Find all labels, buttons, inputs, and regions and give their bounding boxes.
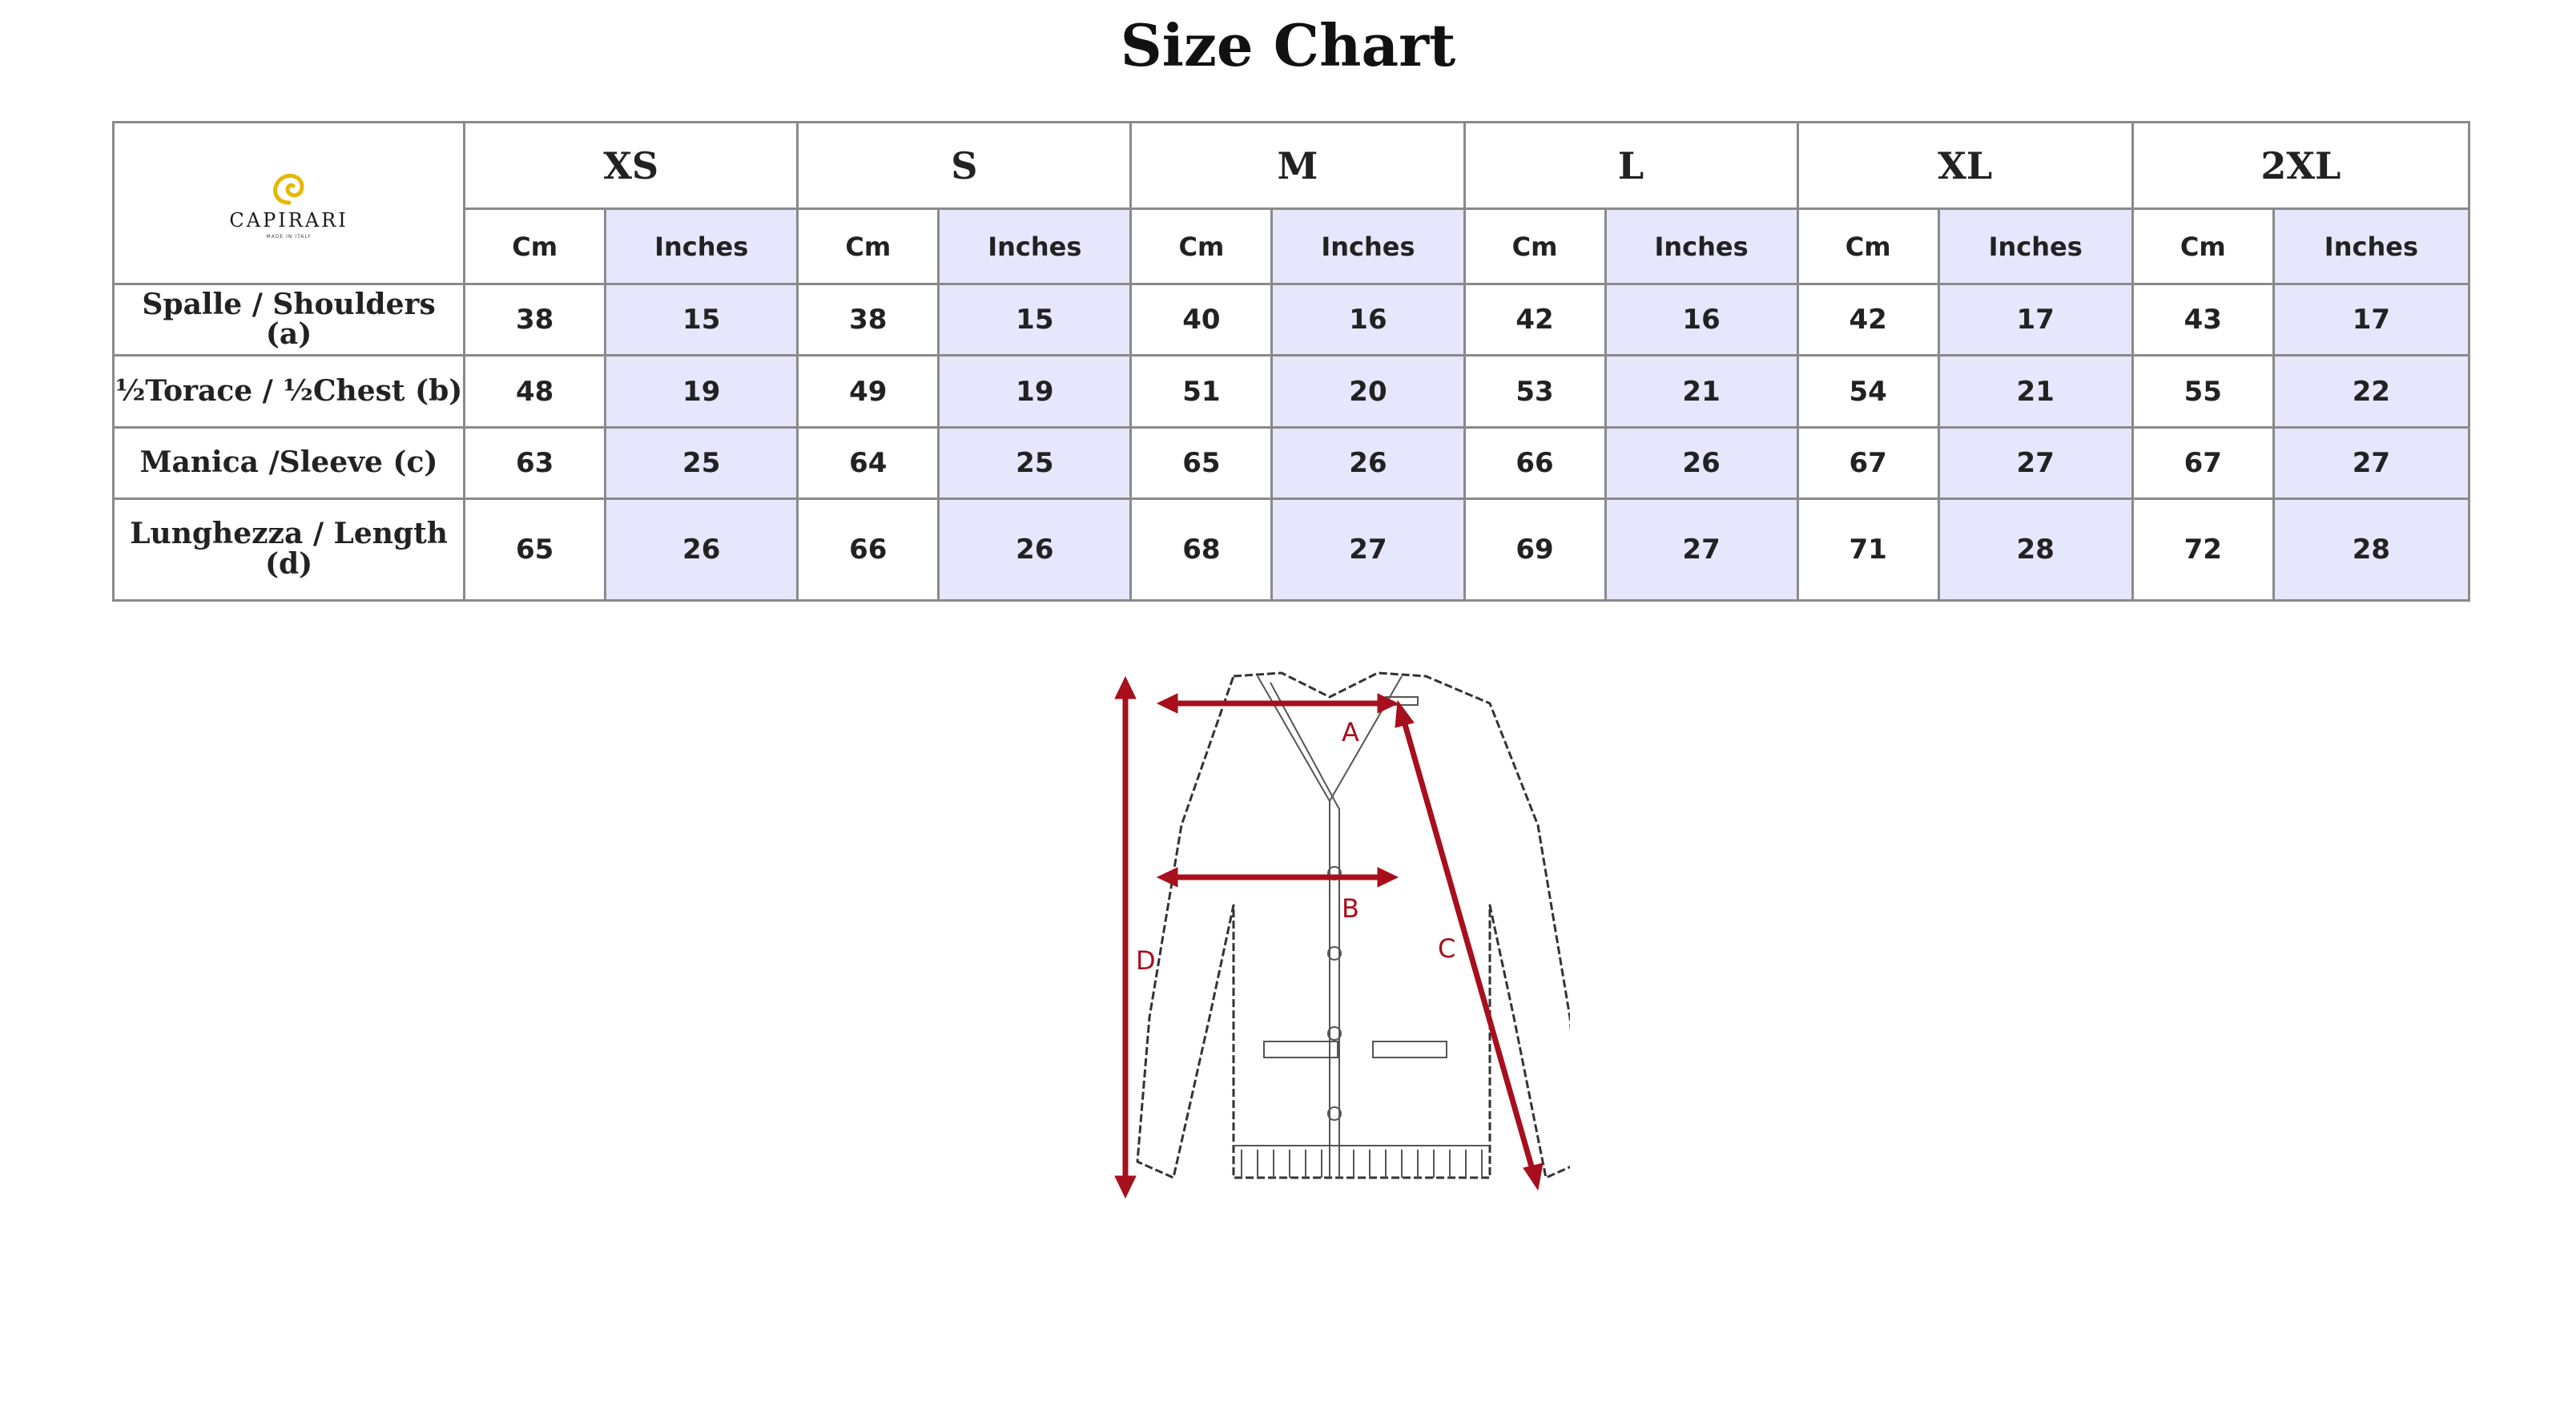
cardigan-measurement-diagram bbox=[993, 665, 1570, 1226]
cardigan-illustration bbox=[993, 665, 1570, 1226]
inches-value: 25 bbox=[606, 427, 798, 498]
cm-value: 53 bbox=[1464, 356, 1605, 427]
cm-value: 48 bbox=[465, 356, 606, 427]
cm-value: 68 bbox=[1131, 498, 1272, 600]
unit-cm-header: Cm bbox=[1464, 209, 1605, 284]
row-label: Spalle / Shoulders (a) bbox=[114, 284, 465, 356]
cardigan-pocket-left bbox=[1264, 1041, 1338, 1058]
arrow-shoulders-a-head-left bbox=[1157, 694, 1177, 713]
table-row bbox=[114, 498, 2469, 600]
size-header-s: S bbox=[798, 123, 1131, 209]
inches-value: 27 bbox=[1938, 427, 2132, 498]
unit-inches-header: Inches bbox=[2273, 209, 2469, 284]
inches-value: 28 bbox=[1938, 498, 2132, 600]
row-label: Lunghezza / Length (d) bbox=[114, 498, 465, 600]
cm-value: 55 bbox=[2132, 356, 2273, 427]
inches-value: 21 bbox=[1938, 356, 2132, 427]
unit-cm-header: Cm bbox=[798, 209, 939, 284]
cardigan-hem bbox=[1234, 1146, 1490, 1178]
row-label: Manica /Sleeve (c) bbox=[114, 427, 465, 498]
brand-tagline: MADE IN ITALY bbox=[266, 233, 312, 240]
label-d: D bbox=[1136, 945, 1156, 976]
cm-value: 38 bbox=[465, 284, 606, 356]
unit-inches-header: Inches bbox=[1938, 209, 2132, 284]
arrow-chest-b-head-left bbox=[1157, 868, 1177, 887]
cm-value: 67 bbox=[2132, 427, 2273, 498]
cm-value: 63 bbox=[465, 427, 606, 498]
inches-value: 27 bbox=[1605, 498, 1797, 600]
row-label: ½Torace / ½Chest (b) bbox=[114, 356, 465, 427]
inches-value: 15 bbox=[606, 284, 798, 356]
size-chart-table bbox=[112, 121, 2470, 602]
inches-value: 25 bbox=[939, 427, 1131, 498]
arrow-sleeve-c bbox=[1402, 713, 1535, 1178]
inches-value: 19 bbox=[606, 356, 798, 427]
size-header-row bbox=[114, 123, 2469, 209]
inches-value: 16 bbox=[1605, 284, 1797, 356]
cm-value: 71 bbox=[1797, 498, 1938, 600]
cm-value: 66 bbox=[798, 498, 939, 600]
unit-inches-header: Inches bbox=[1272, 209, 1464, 284]
unit-header-row bbox=[114, 209, 2469, 284]
inches-value: 27 bbox=[1272, 498, 1464, 600]
cm-value: 42 bbox=[1797, 284, 1938, 356]
unit-cm-header: Cm bbox=[1797, 209, 1938, 284]
label-c: C bbox=[1438, 933, 1456, 964]
inches-value: 15 bbox=[939, 284, 1131, 356]
label-b: B bbox=[1342, 893, 1359, 924]
unit-cm-header: Cm bbox=[1131, 209, 1272, 284]
inches-value: 21 bbox=[1605, 356, 1797, 427]
size-header-l: L bbox=[1464, 123, 1797, 209]
cm-value: 42 bbox=[1464, 284, 1605, 356]
table-row bbox=[114, 427, 2469, 498]
inches-value: 19 bbox=[939, 356, 1131, 427]
cm-value: 43 bbox=[2132, 284, 2273, 356]
cm-value: 67 bbox=[1797, 427, 1938, 498]
inches-value: 27 bbox=[2273, 427, 2469, 498]
cm-value: 66 bbox=[1464, 427, 1605, 498]
cm-value: 51 bbox=[1131, 356, 1272, 427]
inches-value: 26 bbox=[1272, 427, 1464, 498]
size-header-xs: XS bbox=[465, 123, 798, 209]
brand-logo-cell bbox=[114, 123, 465, 284]
page-title: Size Chart bbox=[1120, 11, 1456, 79]
cm-value: 54 bbox=[1797, 356, 1938, 427]
cardigan-placket bbox=[1258, 676, 1402, 1178]
cm-value: 65 bbox=[1131, 427, 1272, 498]
cm-value: 49 bbox=[798, 356, 939, 427]
arrow-length-d-head-bottom bbox=[1115, 1176, 1136, 1198]
unit-inches-header: Inches bbox=[939, 209, 1131, 284]
cm-value: 65 bbox=[465, 498, 606, 600]
size-header-m: M bbox=[1131, 123, 1464, 209]
unit-cm-header: Cm bbox=[2132, 209, 2273, 284]
cardigan-pocket-right bbox=[1373, 1041, 1447, 1058]
inches-value: 26 bbox=[1605, 427, 1797, 498]
table-row bbox=[114, 284, 2469, 356]
inches-value: 26 bbox=[939, 498, 1131, 600]
cm-value: 64 bbox=[798, 427, 939, 498]
arrow-chest-b-head-right bbox=[1378, 868, 1398, 887]
cm-value: 69 bbox=[1464, 498, 1605, 600]
inches-value: 16 bbox=[1272, 284, 1464, 356]
arrow-length-d-head-top bbox=[1115, 677, 1136, 699]
label-a: A bbox=[1342, 717, 1359, 747]
unit-cm-header: Cm bbox=[465, 209, 606, 284]
brand-logo bbox=[115, 167, 463, 240]
table-row bbox=[114, 356, 2469, 427]
unit-inches-header: Inches bbox=[606, 209, 798, 284]
brand-swirl-icon bbox=[267, 167, 312, 207]
inches-value: 17 bbox=[1938, 284, 2132, 356]
inches-value: 20 bbox=[1272, 356, 1464, 427]
cm-value: 72 bbox=[2132, 498, 2273, 600]
size-header-xl: XL bbox=[1797, 123, 2132, 209]
inches-value: 28 bbox=[2273, 498, 2469, 600]
inches-value: 17 bbox=[2273, 284, 2469, 356]
arrow-sleeve-c-head-bottom bbox=[1523, 1163, 1543, 1190]
size-header-2xl: 2XL bbox=[2132, 123, 2469, 209]
cm-value: 40 bbox=[1131, 284, 1272, 356]
unit-inches-header: Inches bbox=[1605, 209, 1797, 284]
inches-value: 22 bbox=[2273, 356, 2469, 427]
inches-value: 26 bbox=[606, 498, 798, 600]
cm-value: 38 bbox=[798, 284, 939, 356]
brand-name: CAPIRARI bbox=[229, 208, 348, 232]
cardigan-outline bbox=[1137, 673, 1570, 1178]
